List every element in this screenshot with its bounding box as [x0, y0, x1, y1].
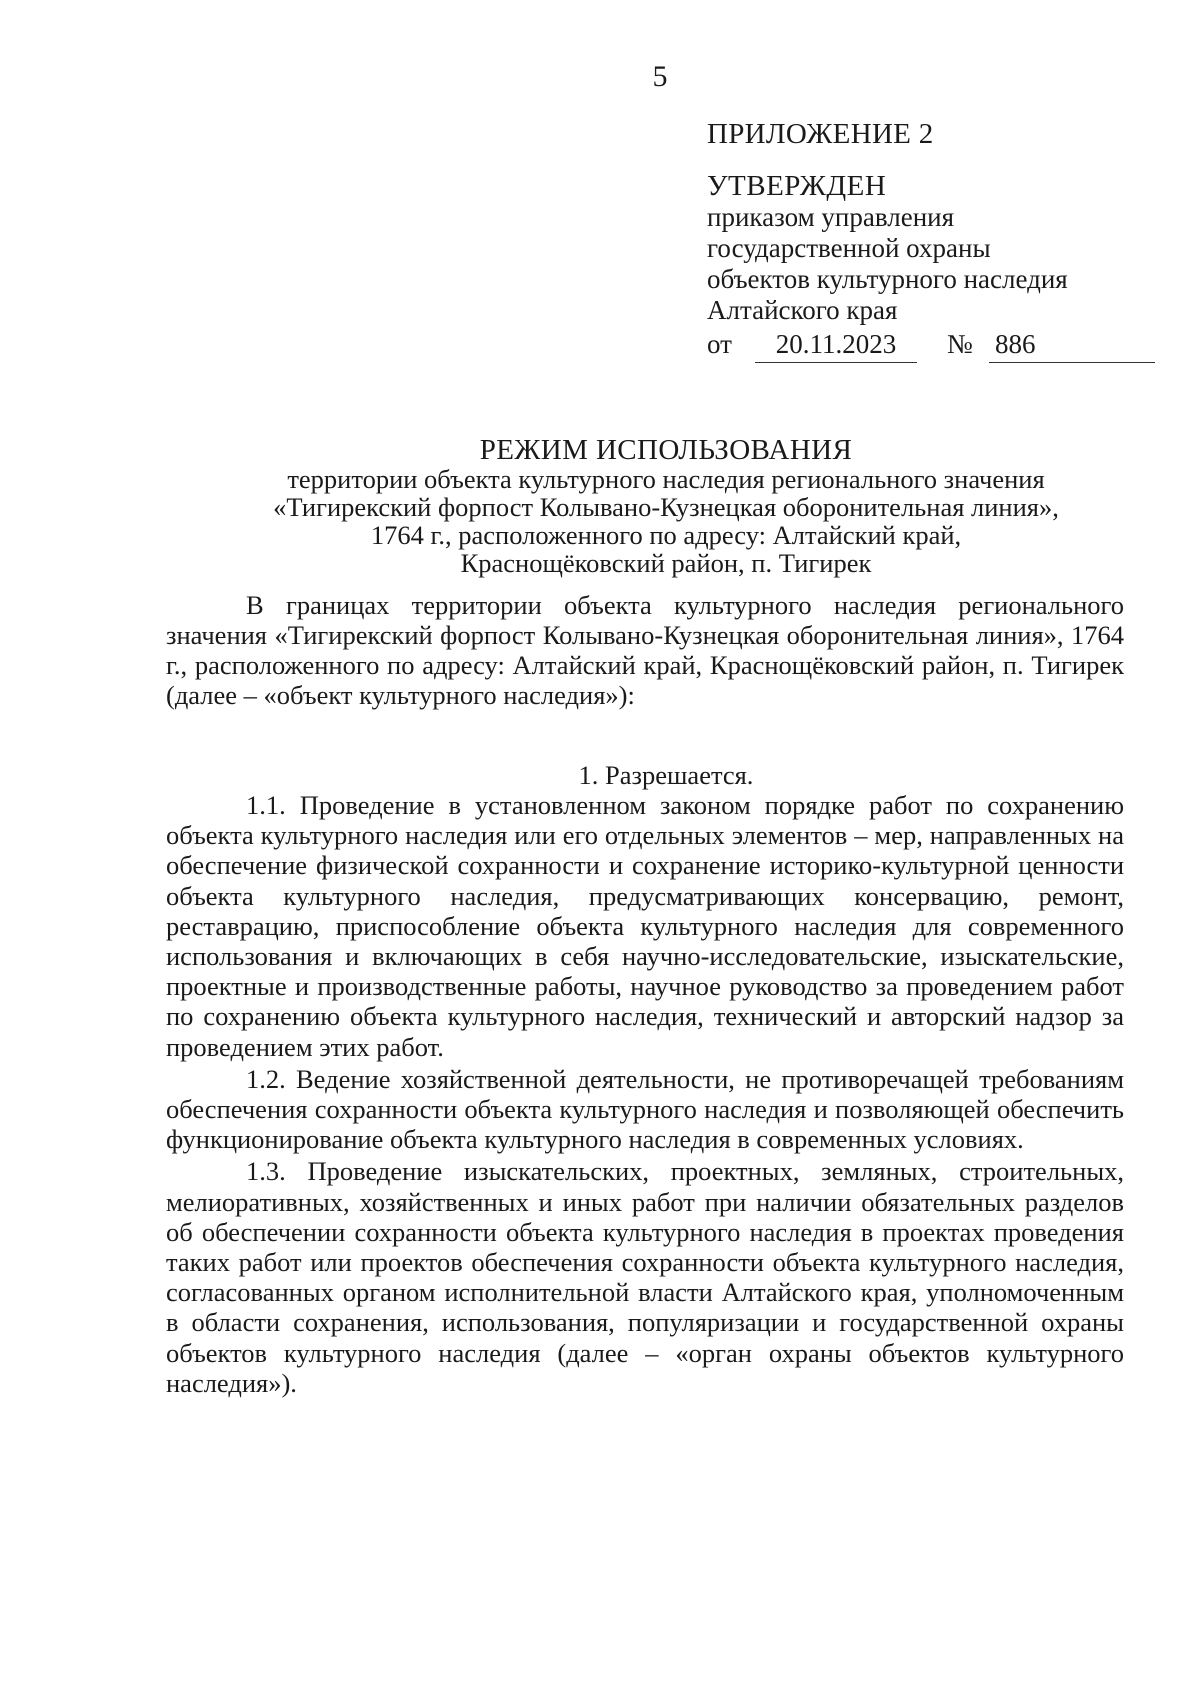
- approval-block: [707, 118, 1167, 368]
- approved-label: УТВЕРЖДЕН: [707, 170, 887, 202]
- intro-text: В границах территории объекта культурного наследия регионального значения «Тигирекский форпост Колывано-Кузнецкая оборонительная линия», 1764 г., расположенного по адресу: Алтайский край, Краснощёковский район, п. Тигирек (далее – «объект культурного наследия»):: [166, 590, 1124, 710]
- approval-line: объектов культурного наследия: [707, 264, 1068, 294]
- section-heading: 1. Разрешается.: [578, 760, 754, 790]
- item-1-2: 1.2. Ведение хозяйственной деятельности, не противоречащей требованиям обеспечения сохранности объекта культурного наследия и позволяющей обеспечить функционирование объекта культурного наследия в современных условиях.: [166, 1063, 1124, 1155]
- title-line: Краснощёковский район, п. Тигирек: [460, 548, 872, 578]
- document-title: [166, 435, 1166, 577]
- order-date: 20.11.2023: [755, 328, 917, 363]
- item-1-3: 1.3. Проведение изыскательских, проектных, земляных, строительных, мелиоративных, хозяйственных и иных работ при наличии обязательных разделов об обеспечении сохранности объекта культурного наследия в проектах проведения таких работ или проектов обеспечения сохранности объекта культурного наследия, согласованных органом исполнительной власти Алтайского края, уполномоченным в области сохранения, использования, популяризации и государственной охраны объектов культурного наследия (далее – «орган охраны объектов культурного наследия»).: [166, 1156, 1124, 1398]
- approval-line: государственной охраны: [707, 233, 991, 263]
- title-line: 1764 г., расположенного по адресу: Алтайский край,: [370, 520, 962, 550]
- from-label: от: [707, 329, 732, 359]
- appendix-label: ПРИЛОЖЕНИЕ 2: [707, 118, 934, 150]
- approval-line: приказом управления: [707, 202, 955, 232]
- page-number: 5: [652, 60, 668, 93]
- item-1-1: 1.1. Проведение в установленном законом порядке работ по сохранению объекта культурного наследия или его отдельных элементов – мер, направленных на обеспечение физической сохранности и сохранение историко-культурной ценности объекта культурного наследия, предусматривающих консервацию, ремонт, реставрацию, приспособление объекта культурного наследия для современного использования и включающих в себя научно-исследовательские, изыскательские, проектные и производственные работы, научное руководство за проведением работ по сохранению объекта культурного наследия, технический и авторский надзор за проведением этих работ.: [166, 790, 1124, 1062]
- approval-line: Алтайского края: [707, 295, 898, 325]
- order-date-line: [707, 328, 1167, 368]
- title-main: РЕЖИМ ИСПОЛЬЗОВАНИЯ: [479, 434, 853, 466]
- number-sign: №: [947, 329, 973, 359]
- title-line: «Тигирекский форпост Колывано-Кузнецкая оборонительная линия»,: [273, 492, 1059, 522]
- intro-paragraph: [166, 590, 1124, 710]
- title-line: территории объекта культурного наследия регионального значения: [287, 464, 1045, 494]
- order-number: 886: [989, 328, 1155, 363]
- section-items: [166, 790, 1124, 1400]
